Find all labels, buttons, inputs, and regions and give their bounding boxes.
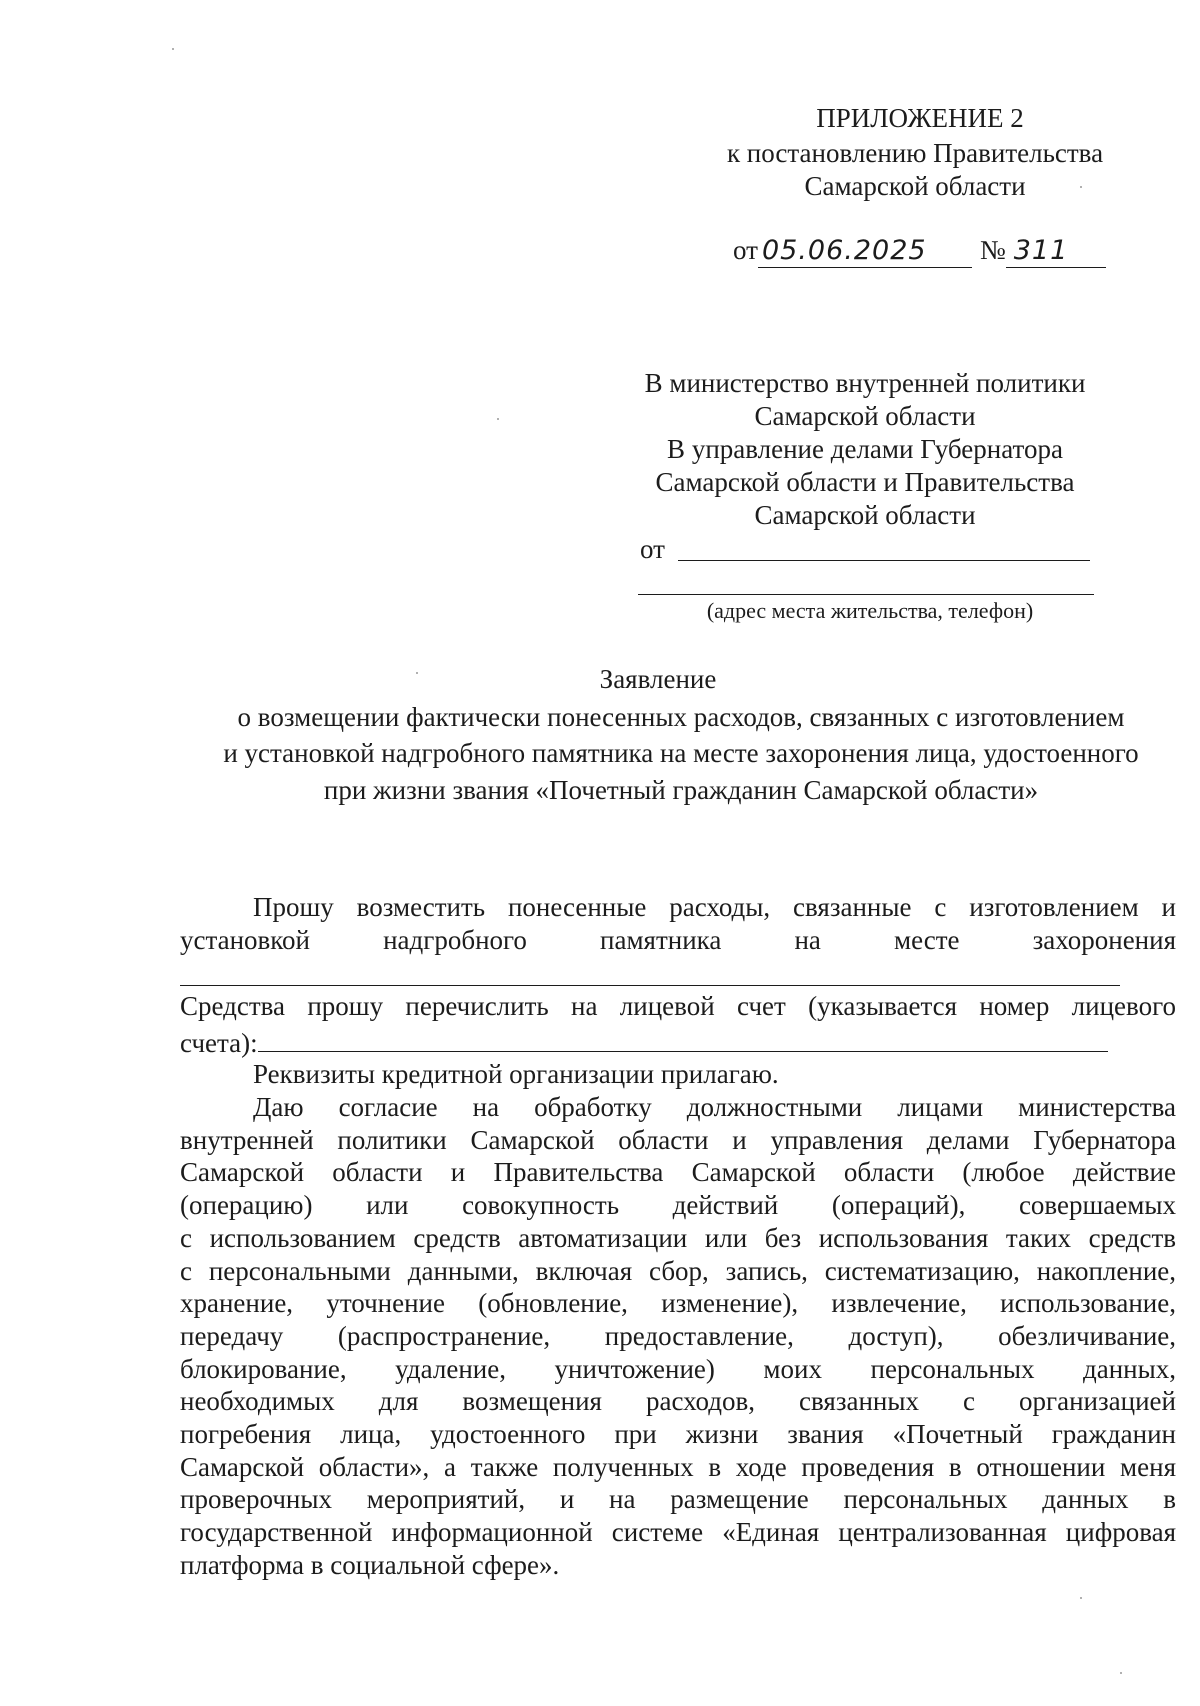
addressee-line1: В министерство внутренней политики (644, 368, 1086, 398)
account-label: счета): (180, 1028, 258, 1058)
burial-place-field (180, 985, 1120, 986)
consent-line: погребения лица, удостоенного при жизни звания «Почетный гражданин (180, 1419, 1176, 1449)
funds-line1: Средства прошу перечислить на лицевой счет (указывается номер лицевого (180, 991, 1176, 1021)
handwritten-number: 311 (1013, 235, 1069, 266)
appendix-subtitle-line2: Самарской области (804, 171, 1026, 201)
consent-line: передачу (распространение, предоставление, доступ), обезличивание, (180, 1321, 1176, 1351)
date-field (758, 234, 972, 268)
consent-line: блокирование, удаление, уничтожение) моих персональных данных, (180, 1354, 1176, 1384)
funds-line2 (180, 1025, 1108, 1060)
addressee-line4: Самарской области и Правительства (655, 467, 1075, 497)
consent-line: государственной информационной системе «Единая централизованная цифровая (180, 1517, 1176, 1547)
consent-line: необходимых для возмещения расходов, связанных с организацией (180, 1386, 1176, 1416)
consent-line: Самарской области и Правительства Самарской области (любое действие (180, 1157, 1176, 1187)
scan-speck (1080, 186, 1082, 188)
addressee-line3: В управление делами Губернатора (667, 434, 1063, 464)
number-field (1006, 234, 1106, 268)
from-label: от (640, 534, 665, 564)
appendix-subtitle-line1: к постановлению Правительства (726, 138, 1104, 168)
addressee-line2: Самарской области (754, 401, 976, 431)
appendix-title: ПРИЛОЖЕНИЕ 2 (816, 103, 1024, 133)
date-prefix: от (733, 235, 758, 265)
request-line1: Прошу возместить понесенные расходы, связанные с изготовлением и (253, 892, 1176, 922)
address-hint: (адрес места жительства, телефон) (706, 598, 1034, 623)
consent-line: с персональными данными, включая сбор, запись, систематизацию, накопление, (180, 1256, 1176, 1286)
document-subtitle-line3: при жизни звания «Почетный гражданин Самарской области» (323, 775, 1039, 805)
consent-line: платформа в социальной сфере». (180, 1550, 560, 1580)
requisites-line: Реквизиты кредитной организации прилагаю. (253, 1059, 779, 1089)
consent-line: внутренней политики Самарской области и управления делами Губернатора (180, 1125, 1176, 1155)
applicant-address-field (638, 594, 1094, 595)
scan-speck (497, 418, 499, 420)
consent-line: (операцию) или совокупность действий (операций), совершаемых (180, 1190, 1176, 1220)
consent-line: Самарской области», а также полученных в ходе проведения в отношении меня (180, 1452, 1176, 1482)
consent-line: хранение, уточнение (обновление, изменение), извлечение, использование, (180, 1288, 1176, 1318)
consent-line: проверочных мероприятий, и на размещение персональных данных в (180, 1484, 1176, 1514)
number-sign: № (979, 235, 1006, 265)
handwritten-date: 05.06.2025 (761, 235, 927, 266)
scan-speck (1120, 1672, 1122, 1674)
scan-speck (416, 672, 418, 674)
resolution-date-number-line (733, 234, 1106, 268)
document-subtitle-line1: о возмещении фактически понесенных расходов, связанных с изготовлением (237, 702, 1125, 732)
scan-speck (172, 48, 174, 50)
account-number-field (258, 1025, 1108, 1052)
applicant-name-field (678, 560, 1090, 561)
document-title: Заявление (599, 664, 717, 694)
consent-line: Даю согласие на обработку должностными лицами министерства (253, 1092, 1176, 1122)
scan-speck (1080, 1597, 1082, 1599)
request-line2: установкой надгробного памятника на месте захоронения (180, 925, 1176, 955)
addressee-line5: Самарской области (754, 500, 976, 530)
document-subtitle-line2: и установкой надгробного памятника на месте захоронения лица, удостоенного (223, 738, 1139, 768)
consent-line: с использованием средств автоматизации или без использования таких средств (180, 1223, 1176, 1253)
